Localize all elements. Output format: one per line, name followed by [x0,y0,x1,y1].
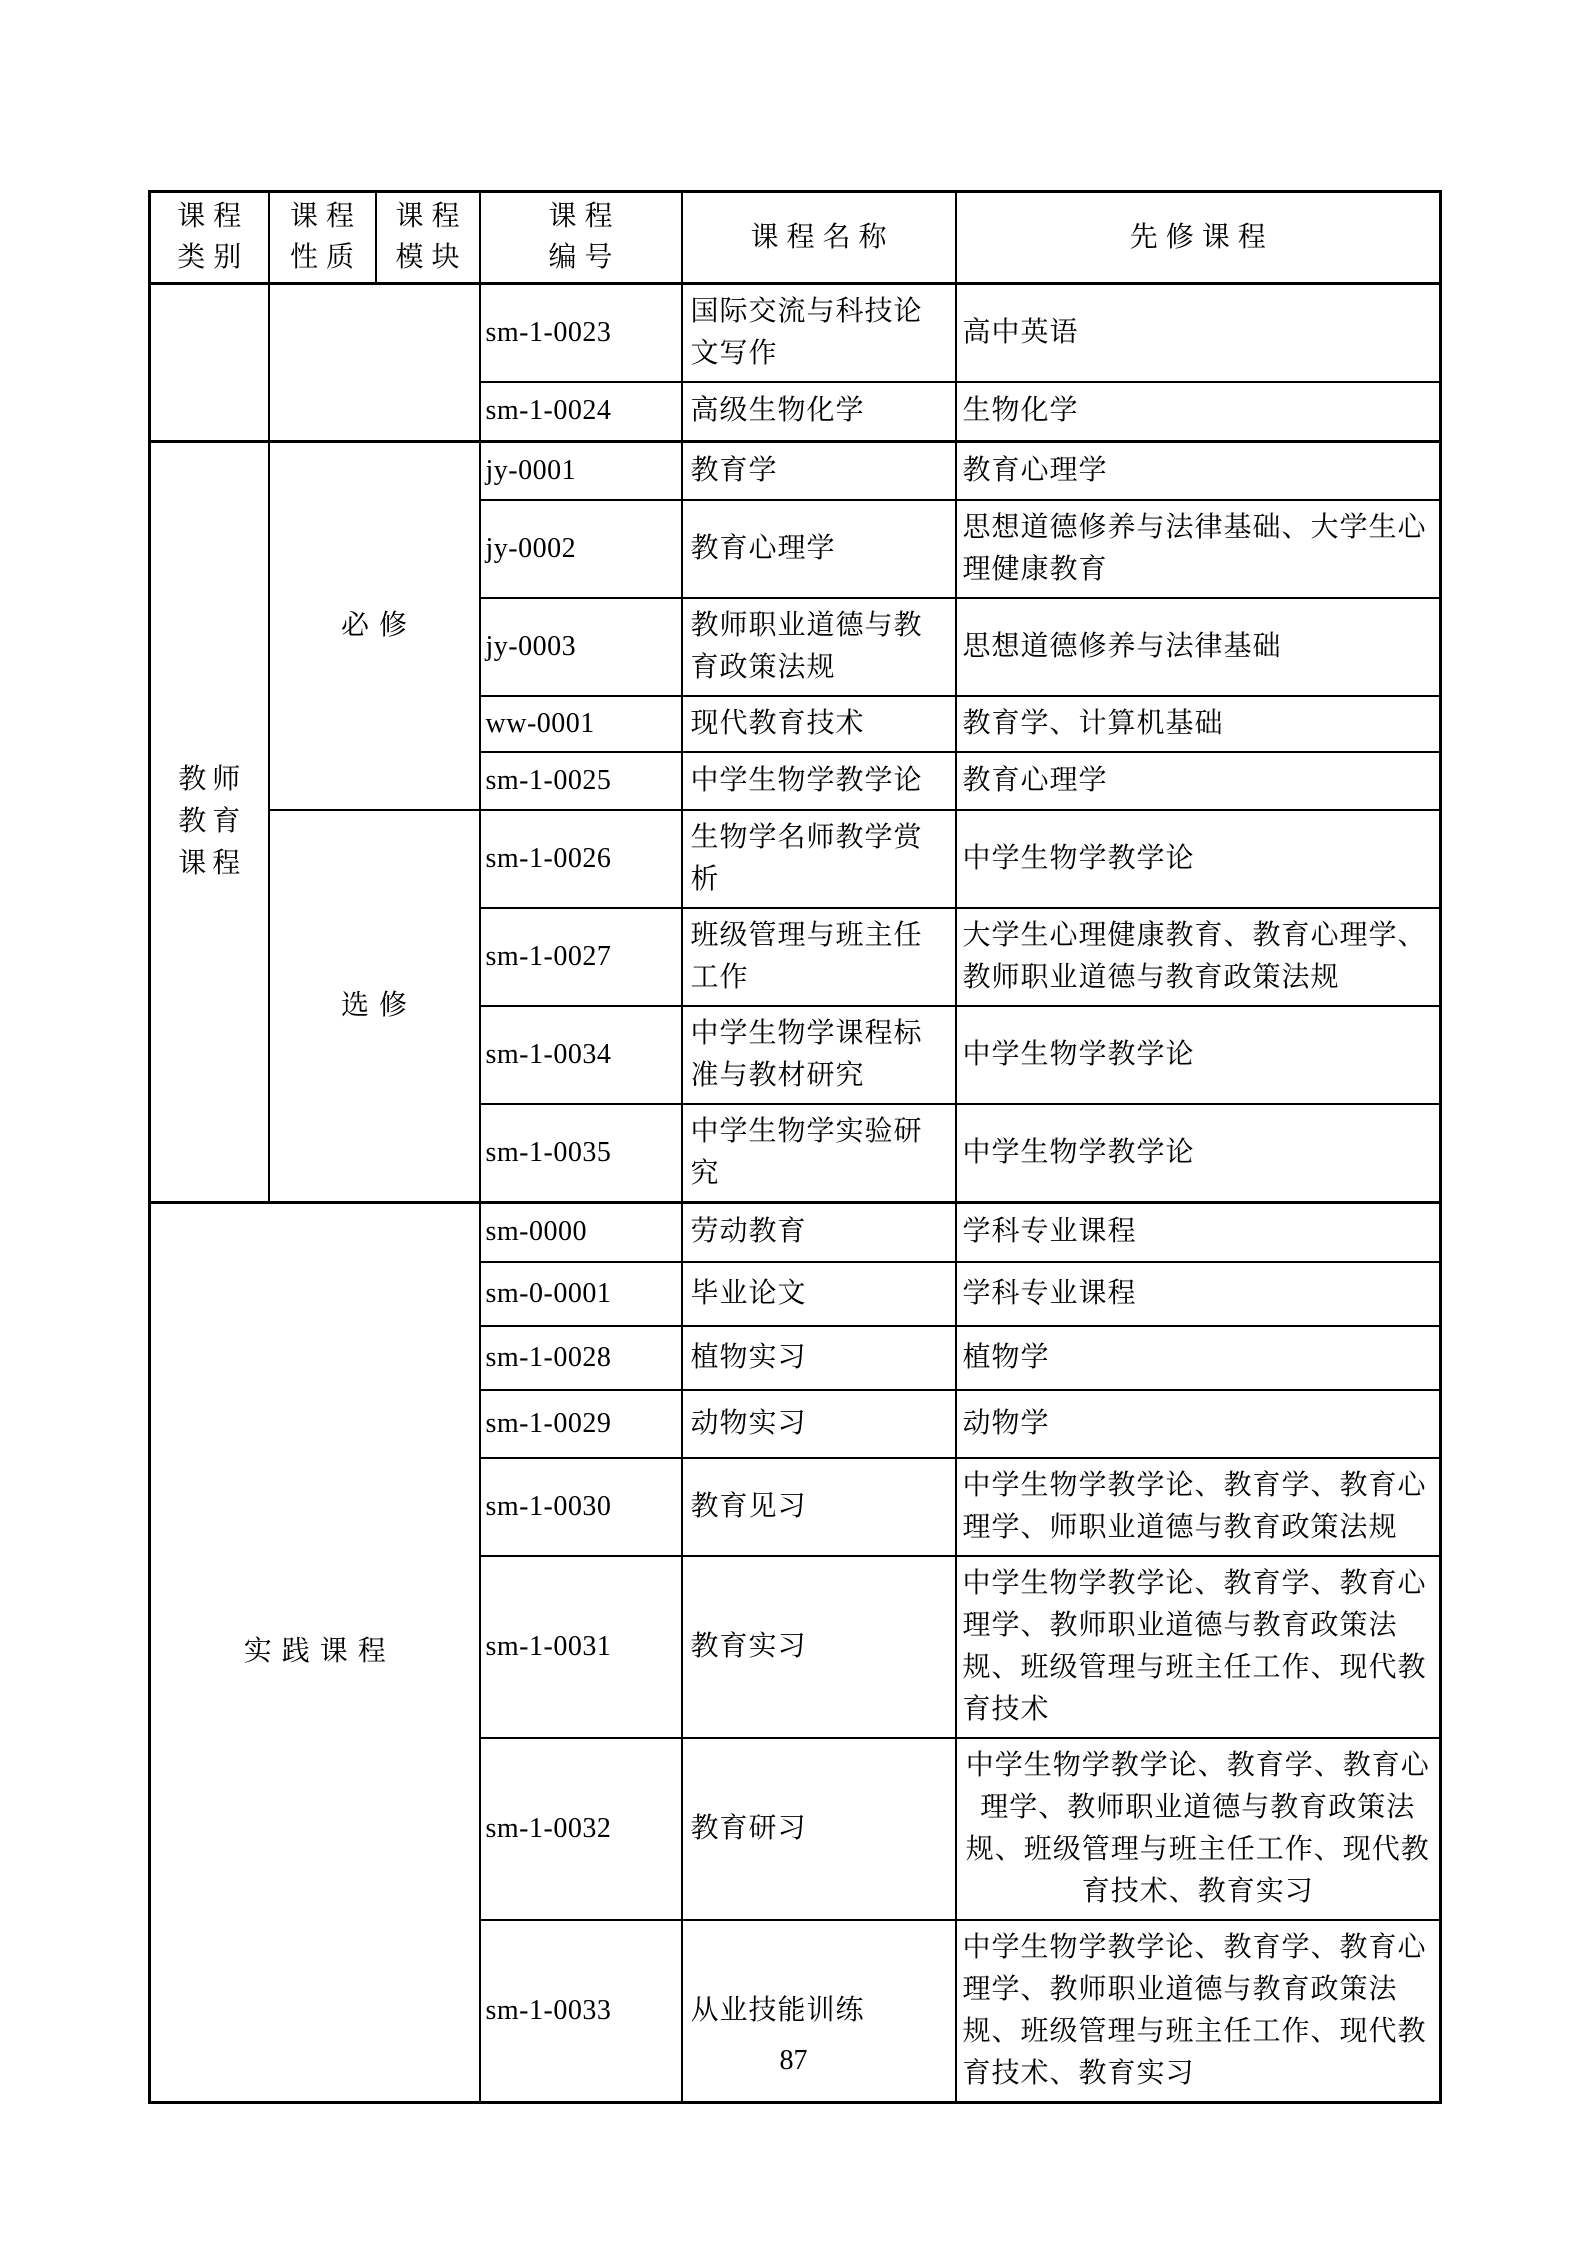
header-course-module: 课程 模块 [376,192,480,284]
header-course-name: 课程名称 [682,192,956,284]
prereq-cell: 教育心理学 [956,441,1441,500]
prereq-cell: 高中英语 [956,284,1441,383]
code-cell: sm-1-0025 [480,752,682,810]
code-cell: sm-1-0030 [480,1458,682,1556]
prereq-cell: 动物学 [956,1390,1441,1458]
prereq-cell: 生物化学 [956,382,1441,441]
name-cell: 劳动教育 [682,1203,956,1262]
code-cell: sm-1-0028 [480,1326,682,1390]
prereq-cell: 中学生物学教学论 [956,1104,1441,1203]
name-cell: 教育学 [682,441,956,500]
category-cell-practice: 实践课程 [150,1203,480,2103]
code-cell: jy-0002 [480,500,682,598]
prereq-cell: 中学生物学教学论 [956,810,1441,908]
code-cell: sm-1-0029 [480,1390,682,1458]
code-cell: jy-0003 [480,598,682,696]
code-cell: sm-1-0035 [480,1104,682,1203]
page-number: 87 [779,2045,808,2076]
prereq-cell: 中学生物学教学论、教育学、教育心理学、师职业道德与教育政策法规 [956,1458,1441,1556]
prereq-cell: 中学生物学教学论 [956,1006,1441,1104]
prereq-cell: 思想道德修养与法律基础、大学生心理健康教育 [956,500,1441,598]
category-cell-teacher-education: 教师教育课程 [150,441,269,1203]
header-course-code: 课程 编号 [480,192,682,284]
code-cell: sm-0000 [480,1203,682,1262]
prereq-cell: 大学生心理健康教育、教育心理学、教师职业道德与教育政策法规 [956,908,1441,1006]
name-cell: 教育研习 [682,1738,956,1920]
name-cell: 教育心理学 [682,500,956,598]
table-row [150,1203,1441,1262]
code-cell: sm-1-0026 [480,810,682,908]
prereq-cell: 思想道德修养与法律基础 [956,598,1441,696]
code-cell: ww-0001 [480,696,682,752]
name-cell: 动物实习 [682,1390,956,1458]
name-cell: 国际交流与科技论文写作 [682,284,956,383]
prereq-cell: 教育学、计算机基础 [956,696,1441,752]
name-cell: 教育实习 [682,1556,956,1738]
course-table [148,190,1442,2104]
nature-cell-elective: 选修 [269,810,480,1203]
header-prerequisites: 先修课程 [956,192,1441,284]
name-cell: 中学生物学教学论 [682,752,956,810]
prereq-cell: 学科专业课程 [956,1203,1441,1262]
prereq-cell: 中学生物学教学论、教育学、教育心理学、教师职业道德与教育政策法规、班级管理与班主任工作、现代教育技术、教育实习 [956,1738,1441,1920]
code-cell: sm-1-0032 [480,1738,682,1920]
prereq-cell: 教育心理学 [956,752,1441,810]
header-row [150,192,1441,284]
name-cell: 毕业论文 [682,1262,956,1326]
name-cell: 班级管理与班主任工作 [682,908,956,1006]
name-cell: 教师职业道德与教育政策法规 [682,598,956,696]
name-cell: 高级生物化学 [682,382,956,441]
table-row [150,810,1441,908]
name-cell: 中学生物学实验研究 [682,1104,956,1203]
name-cell: 教育见习 [682,1458,956,1556]
code-cell: sm-1-0027 [480,908,682,1006]
prereq-cell: 中学生物学教学论、教育学、教育心理学、教师职业道德与教育政策法规、班级管理与班主任工作、现代教育技术、教育实习 [956,1920,1441,2103]
category-cell-empty [150,284,269,442]
code-cell: sm-1-0031 [480,1556,682,1738]
code-cell: sm-1-0034 [480,1006,682,1104]
code-cell: sm-1-0024 [480,382,682,441]
code-cell: jy-0001 [480,441,682,500]
header-course-category: 课程 类别 [150,192,269,284]
name-cell: 从业技能训练 [682,1920,956,2103]
code-cell: sm-1-0033 [480,1920,682,2103]
name-cell: 植物实习 [682,1326,956,1390]
header-course-nature: 课程 性质 [269,192,376,284]
nature-cell-required: 必修 [269,441,480,810]
code-cell: sm-1-0023 [480,284,682,383]
table-row [150,441,1441,500]
prereq-cell: 植物学 [956,1326,1441,1390]
code-cell: sm-0-0001 [480,1262,682,1326]
table-row [150,284,1441,383]
name-cell: 现代教育技术 [682,696,956,752]
prereq-cell: 中学生物学教学论、教育学、教育心理学、教师职业道德与教育政策法规、班级管理与班主任工作、现代教育技术 [956,1556,1441,1738]
prereq-cell: 学科专业课程 [956,1262,1441,1326]
name-cell: 生物学名师教学赏析 [682,810,956,908]
nature-module-cell-empty [269,284,480,442]
name-cell: 中学生物学课程标准与教材研究 [682,1006,956,1104]
